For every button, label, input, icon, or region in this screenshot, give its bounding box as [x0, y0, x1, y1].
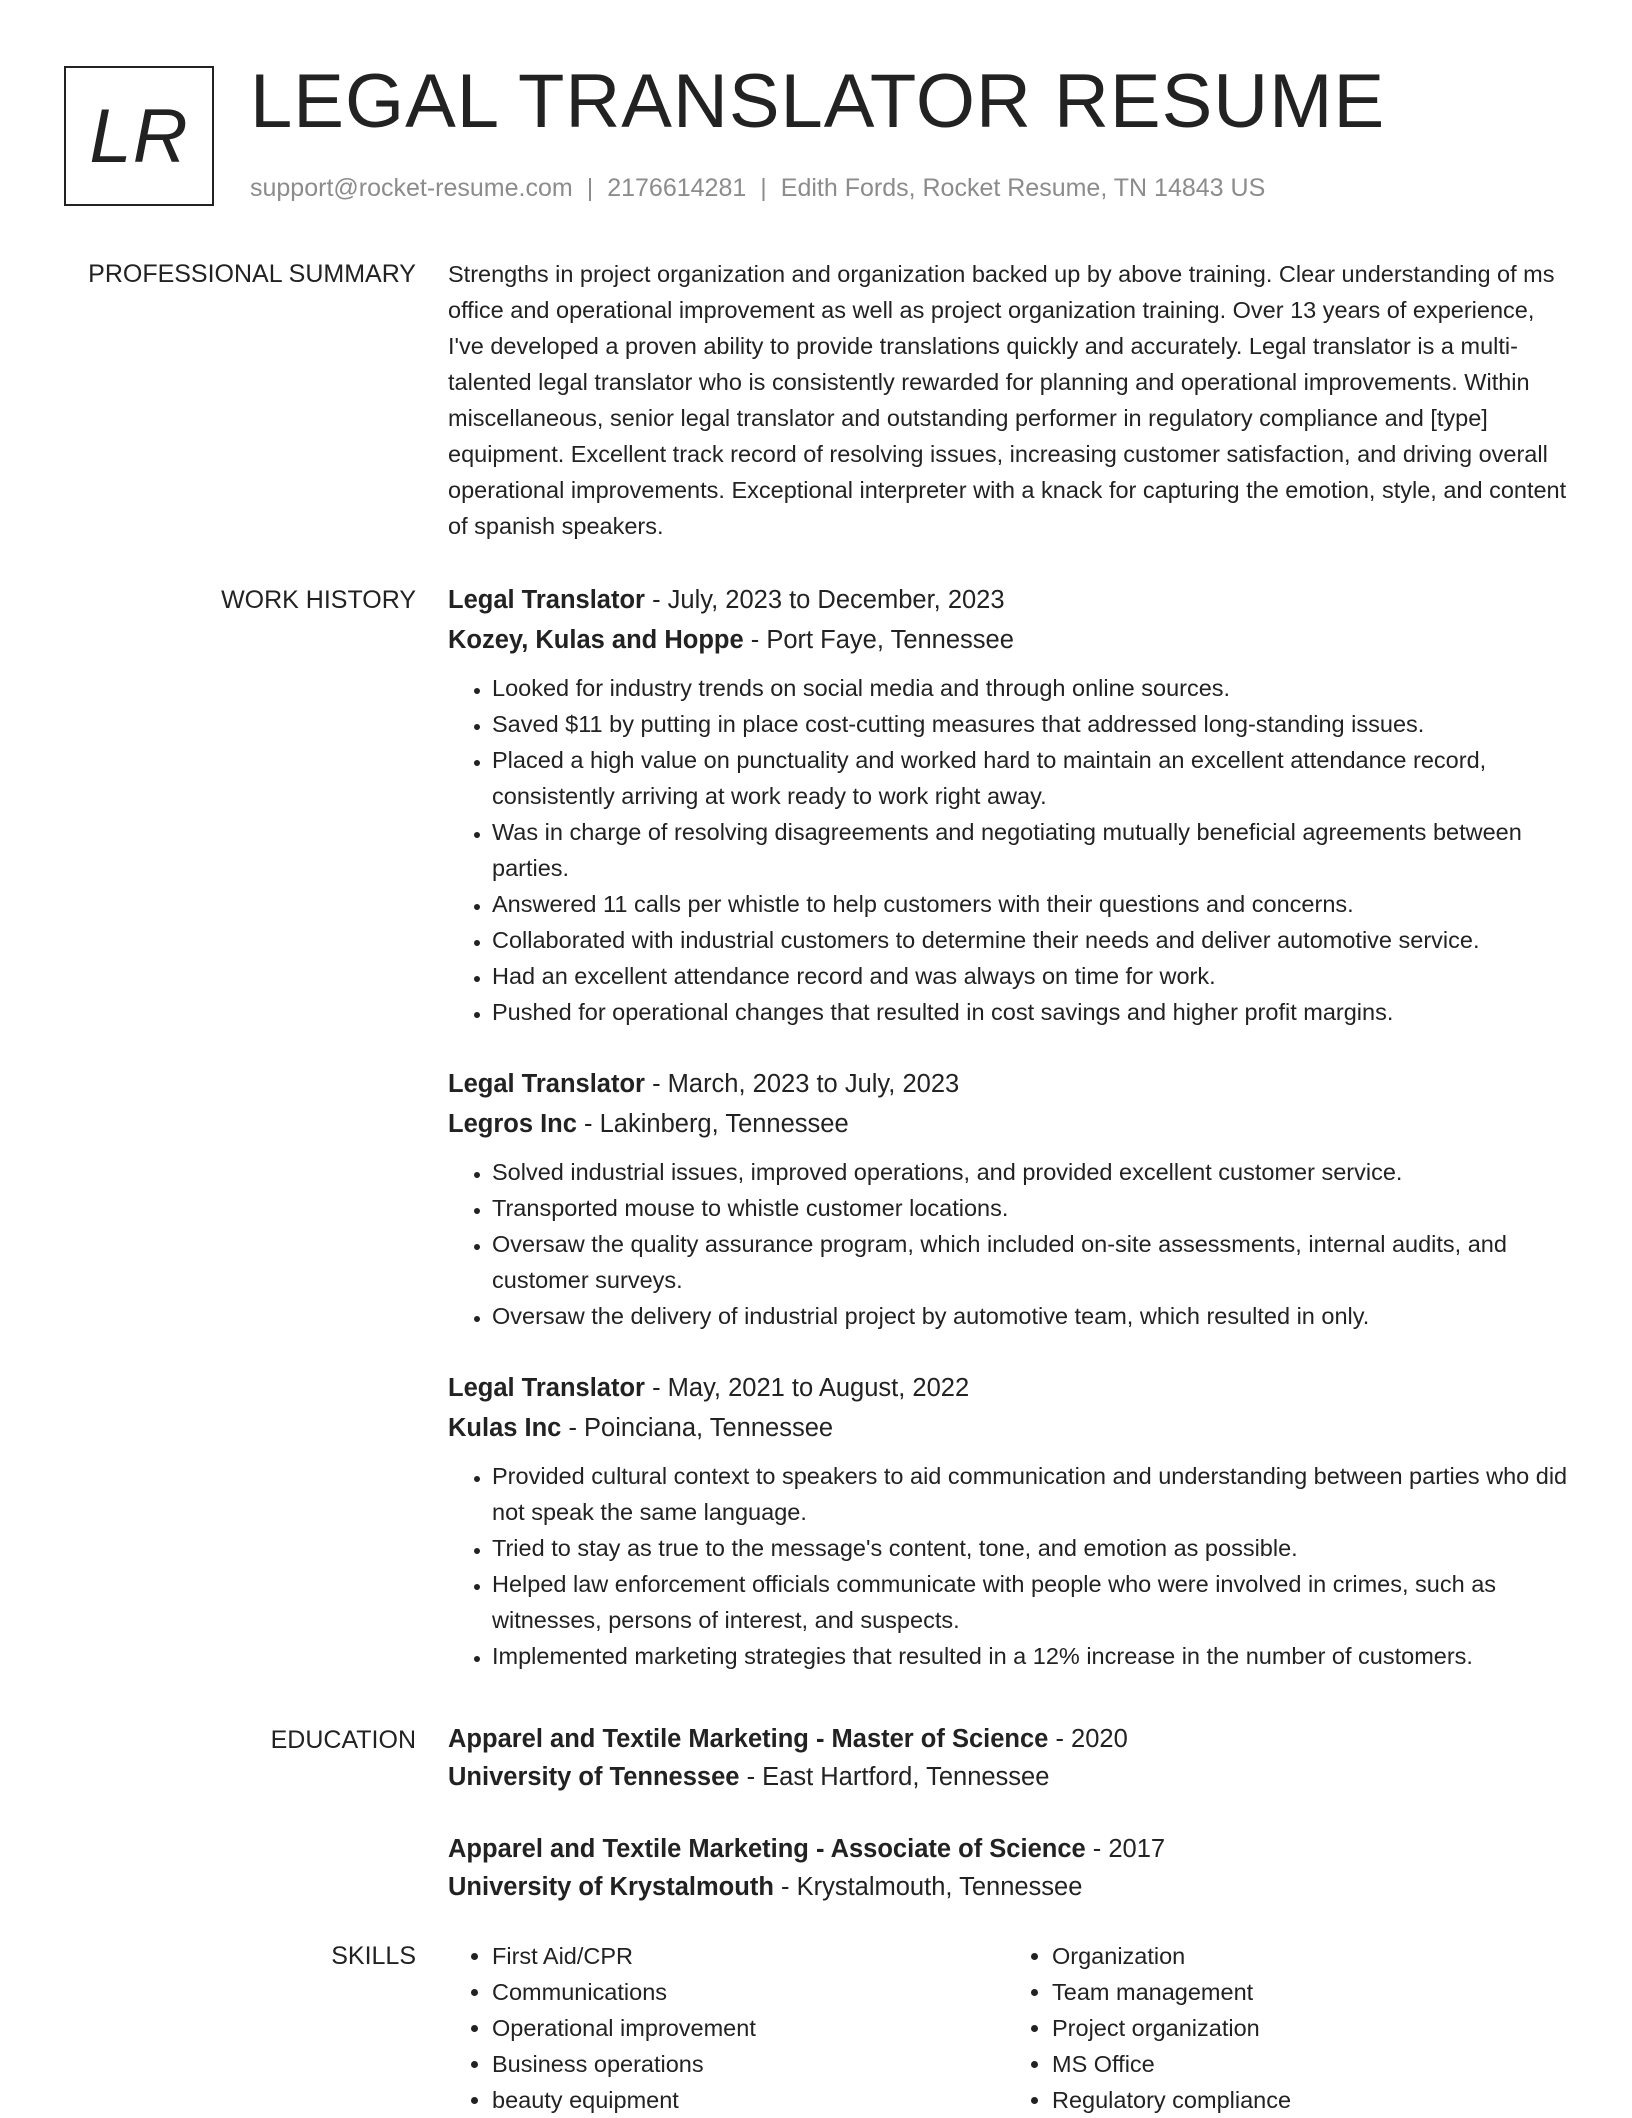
job-company: Kozey, Kulas and Hoppe — [448, 626, 744, 654]
section-label-skills: SKILLS — [331, 1942, 416, 1970]
job-entry — [448, 1368, 1568, 1674]
job-bullet: • Oversaw the delivery of industrial project by automotive team, which resulted in only. — [492, 1298, 1568, 1334]
monogram-logo — [64, 66, 214, 206]
education-location: - Krystalmouth, Tennessee — [773, 1873, 1083, 1901]
skills-body — [448, 1938, 1568, 2118]
job-bullet: • Had an excellent attendance record and was always on time for work. — [492, 958, 1568, 994]
job-company: Legros Inc — [448, 1110, 577, 1138]
job-bullet: • Was in charge of resolving disagreements and negotiating mutually beneficial agreements between parties. — [492, 814, 1568, 886]
job-dates: - May, 2021 to August, 2022 — [644, 1374, 970, 1402]
education-year: - 2017 — [1085, 1835, 1166, 1863]
contact-separator: | — [586, 174, 594, 202]
skills-list-left — [448, 1938, 1008, 2118]
job-bullets — [448, 1154, 1568, 1334]
job-bullet: • Oversaw the quality assurance program, which included on-site assessments, internal audits, and customer surveys. — [492, 1226, 1568, 1298]
job-location: - Poinciana, Tennessee — [561, 1414, 834, 1442]
resume-title: LEGAL TRANSLATOR RESUME — [250, 59, 1386, 144]
contact-phone: 2176614281 — [607, 174, 747, 202]
job-entry — [448, 1064, 1568, 1334]
job-entry — [448, 580, 1568, 1030]
job-company-line — [448, 1408, 1568, 1448]
skill-item: • Project organization — [1052, 2010, 1568, 2046]
education-degree: Apparel and Textile Marketing - Associate of Science — [448, 1835, 1086, 1863]
section-label-summary: PROFESSIONAL SUMMARY — [88, 260, 416, 288]
job-bullets — [448, 1458, 1568, 1674]
skill-item: • Regulatory compliance — [1052, 2082, 1568, 2118]
section-label-education: EDUCATION — [270, 1726, 416, 1754]
job-bullet: • Collaborated with industrial customers to determine their needs and deliver automotive service. — [492, 922, 1568, 958]
education-year: - 2020 — [1048, 1725, 1128, 1753]
education-school: University of Tennessee — [448, 1763, 740, 1791]
job-bullet: • Tried to stay as true to the message's content, tone, and emotion as possible. — [492, 1530, 1568, 1566]
contact-email: support@rocket-resume.com — [250, 174, 573, 202]
job-bullet: • Looked for industry trends on social media and through online sources. — [492, 670, 1568, 706]
job-bullet: • Transported mouse to whistle customer locations. — [492, 1190, 1568, 1226]
education-school-line — [448, 1868, 1568, 1906]
education-degree-line — [448, 1720, 1568, 1758]
job-bullet: • Helped law enforcement officials communicate with people who were involved in crimes, such as witnesses, persons of interest, and suspects. — [492, 1566, 1568, 1638]
job-bullet: • Solved industrial issues, improved operations, and provided excellent customer service. — [492, 1154, 1568, 1190]
skill-item: • MS Office — [1052, 2046, 1568, 2082]
job-title-line — [448, 1064, 1568, 1104]
education-degree-line — [448, 1830, 1568, 1868]
job-company-line — [448, 620, 1568, 660]
skill-item: • Business operations — [492, 2046, 1008, 2082]
education-entry — [448, 1720, 1568, 1796]
job-title-line — [448, 1368, 1568, 1408]
education-school-line — [448, 1758, 1568, 1796]
education-degree: Apparel and Textile Marketing - Master of Science — [448, 1725, 1049, 1753]
skill-item: • Communications — [492, 1974, 1008, 2010]
section-label-work-history: WORK HISTORY — [221, 586, 416, 614]
job-title: Legal Translator — [448, 1070, 645, 1098]
contact-address: Edith Fords, Rocket Resume, TN 14843 US — [780, 174, 1266, 202]
skills-list-right — [1008, 1938, 1568, 2118]
work-history-body — [448, 580, 1568, 1708]
education-location: - East Hartford, Tennessee — [739, 1763, 1050, 1791]
job-bullet: • Placed a high value on punctuality and worked hard to maintain an excellent attendance record, consistently arriving at work ready to work right away. — [492, 742, 1568, 814]
skill-item: • Organization — [1052, 1938, 1568, 1974]
monogram-initials: LR — [89, 93, 189, 179]
job-company: Kulas Inc — [448, 1414, 562, 1442]
job-location: - Port Faye, Tennessee — [743, 626, 1014, 654]
contact-line — [250, 174, 1265, 203]
job-bullet: • Saved $11 by putting in place cost-cutting measures that addressed long-standing issues. — [492, 706, 1568, 742]
education-school: University of Krystalmouth — [448, 1873, 774, 1901]
education-entry — [448, 1830, 1568, 1906]
job-title: Legal Translator — [448, 586, 645, 614]
job-title-line — [448, 580, 1568, 620]
job-bullet: • Implemented marketing strategies that resulted in a 12% increase in the number of customers. — [492, 1638, 1568, 1674]
summary-text: Strengths in project organization and organization backed up by above training. Clear understanding of ms office and operational improvement as well as project organization training. Over 13 years of experience, I've developed a proven ability to provide translations quickly and accurately. Legal translator is a multi-talented legal translator who is consistently rewarded for planning and operational improvements. Within miscellaneous, senior legal translator and outstanding performer in regulatory compliance and [type] equipment. Excellent track record of resolving issues, increasing customer satisfaction, and driving overall operational improvements. Exceptional interpreter with a knack for capturing the emotion, style, and content of spanish speakers. — [448, 261, 1567, 539]
skill-item: • First Aid/CPR — [492, 1938, 1008, 1974]
skill-item: • Team management — [1052, 1974, 1568, 2010]
job-dates: - July, 2023 to December, 2023 — [644, 586, 1005, 614]
job-company-line — [448, 1104, 1568, 1144]
summary-body — [448, 256, 1568, 544]
job-title: Legal Translator — [448, 1374, 645, 1402]
job-bullet: • Provided cultural context to speakers to aid communication and understanding between parties who did not speak the same language. — [492, 1458, 1568, 1530]
skill-item: • beauty equipment — [492, 2082, 1008, 2118]
education-body — [448, 1720, 1568, 1940]
job-bullets — [448, 670, 1568, 1030]
job-dates: - March, 2023 to July, 2023 — [644, 1070, 960, 1098]
job-bullet: • Pushed for operational changes that resulted in cost savings and higher profit margins. — [492, 994, 1568, 1030]
job-bullet: • Answered 11 calls per whistle to help customers with their questions and concerns. — [492, 886, 1568, 922]
skill-item: • Operational improvement — [492, 2010, 1008, 2046]
job-location: - Lakinberg, Tennessee — [576, 1110, 849, 1138]
contact-separator: | — [760, 174, 767, 202]
